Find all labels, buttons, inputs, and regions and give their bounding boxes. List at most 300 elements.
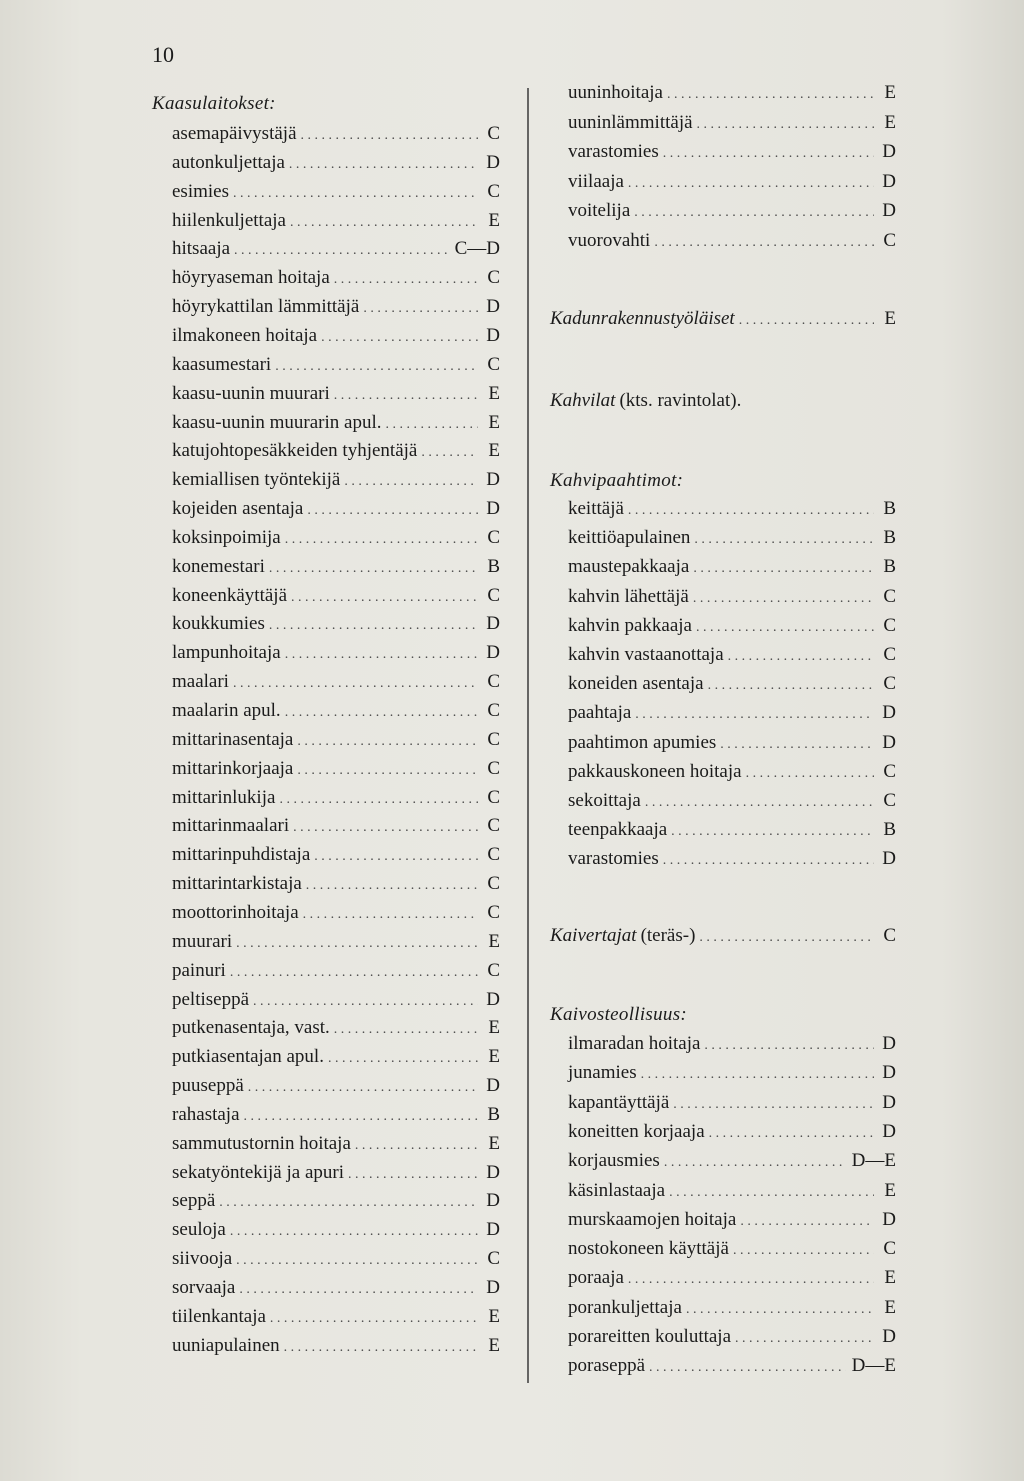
leader-dots xyxy=(740,1214,874,1230)
list-item xyxy=(172,585,500,613)
entry-grade: E xyxy=(488,1305,500,1327)
list-item xyxy=(172,412,500,440)
entry-grade: D—E xyxy=(851,1150,896,1172)
section-heading-kaivosteollisuus: Kaivosteollisuus: xyxy=(550,1004,688,1025)
entry-name: uuninlämmittäjä xyxy=(568,111,693,133)
leader-dots xyxy=(275,359,478,375)
leader-dots xyxy=(234,243,449,259)
leader-dots xyxy=(306,878,478,894)
list-item xyxy=(172,1248,500,1276)
section-heading-kaasulaitokset: Kaasulaitokset: xyxy=(152,93,276,114)
entry-name: sekoittaja xyxy=(568,790,641,811)
leader-dots xyxy=(279,792,478,808)
entry-name: mittarinlukija xyxy=(172,786,276,808)
entry-grade: C xyxy=(487,1248,500,1270)
leader-dots xyxy=(328,1051,478,1067)
entry-name: paahtimon apumies xyxy=(568,731,717,753)
entry-name: kaasu-uunin muurarin apul. xyxy=(172,411,382,433)
entry-name: varastomies xyxy=(568,848,659,870)
section-heading-kahvipaahtimot: Kahvipaahtimot: xyxy=(550,470,684,491)
leader-dots xyxy=(720,737,874,753)
entry-grade: E xyxy=(488,1046,500,1068)
leader-dots xyxy=(697,117,874,133)
list-item xyxy=(172,1306,500,1334)
entry-name: käsinlastaaja xyxy=(568,1179,666,1201)
entry-name: kahvin vastaanottaja xyxy=(568,644,724,665)
entry-name: vuorovahti xyxy=(568,229,651,251)
leader-dots xyxy=(628,503,874,519)
entry-name: katujohtopesäkkeiden tyhjentäjä xyxy=(172,440,418,462)
leader-dots xyxy=(694,532,874,548)
entry-grade: C xyxy=(487,815,500,837)
list-item xyxy=(172,152,500,180)
entry-grade: C xyxy=(883,1238,896,1260)
leader-dots xyxy=(230,1224,478,1240)
leader-dots xyxy=(285,647,478,663)
entry-grade: E xyxy=(488,930,500,952)
entry-grade: D xyxy=(882,170,896,192)
list-item xyxy=(568,848,896,876)
leader-dots xyxy=(355,1138,478,1154)
entry-kadunrakennustyolaiset xyxy=(550,308,896,336)
entry-name: murskaamojen hoitaja xyxy=(568,1208,737,1230)
entry-name: sammutustornin hoitaja xyxy=(172,1132,351,1154)
leader-dots xyxy=(699,930,874,946)
entry-grade: E xyxy=(488,1017,500,1039)
entry-grade: C xyxy=(883,614,896,636)
entry-name: seppä xyxy=(172,1190,216,1212)
list-item xyxy=(172,123,500,151)
entry-name: maustepakkaaja xyxy=(568,556,690,578)
leader-dots xyxy=(321,330,478,346)
list-item xyxy=(568,527,896,555)
list-item xyxy=(172,758,500,786)
leader-dots xyxy=(301,128,478,144)
leader-dots xyxy=(297,734,478,750)
list-item xyxy=(568,171,896,199)
list-item xyxy=(568,1150,896,1178)
leader-dots xyxy=(348,1167,478,1183)
list-item xyxy=(568,498,896,526)
entry-grade: D xyxy=(486,469,500,491)
leader-dots xyxy=(270,1311,478,1327)
list-item xyxy=(172,238,500,266)
entry-grade: D xyxy=(882,1326,896,1347)
entry-name: muurari xyxy=(172,930,233,952)
entry-grade: D xyxy=(486,1277,500,1298)
entry-name: ilmaradan hoitaja xyxy=(568,1033,701,1054)
list-item xyxy=(172,960,500,988)
list-item xyxy=(172,325,500,353)
leader-dots xyxy=(735,1331,874,1347)
entry-name: Kaivertajat xyxy=(550,925,637,946)
list-item xyxy=(568,1355,896,1383)
entry-grade: E xyxy=(884,82,896,103)
list-item xyxy=(568,732,896,760)
list-item xyxy=(172,498,500,526)
list-item xyxy=(172,527,500,555)
entry-grade: C xyxy=(487,584,500,606)
column-divider xyxy=(527,88,529,1383)
entry-grade: D xyxy=(486,296,500,318)
leader-dots xyxy=(219,1195,478,1211)
entry-grade: C xyxy=(487,844,500,866)
leader-dots xyxy=(289,157,478,173)
list-item xyxy=(172,844,500,872)
leader-dots xyxy=(664,1155,846,1171)
entry-grade: D xyxy=(882,1208,896,1230)
leader-dots xyxy=(290,215,478,231)
entry-name: höyrykattilan lämmittäjä xyxy=(172,296,360,318)
entry-name: paahtaja xyxy=(568,702,632,724)
list-item xyxy=(172,354,500,382)
entry-grade: D xyxy=(486,1075,500,1097)
leader-dots xyxy=(291,590,478,606)
entry-grade: C xyxy=(487,671,500,693)
leader-dots xyxy=(334,272,478,288)
entry-grade: C xyxy=(883,644,896,665)
entry-name: varastomies xyxy=(568,141,659,162)
leader-dots xyxy=(269,561,478,577)
entry-grade: C xyxy=(487,873,500,895)
list-item xyxy=(172,671,500,699)
entry-name: poraseppä xyxy=(568,1355,646,1377)
entry-grade: C xyxy=(487,267,500,289)
leader-dots xyxy=(708,678,874,694)
leader-dots xyxy=(334,1022,478,1038)
entry-note: (kts. ravintolat). xyxy=(619,390,742,411)
entry-name: koukkumies xyxy=(172,613,265,635)
entry-grade: B xyxy=(883,527,896,549)
entry-grade: D xyxy=(486,151,500,173)
list-item xyxy=(568,1326,896,1354)
entry-name: koneiden asentaja xyxy=(568,673,704,695)
entry-grade: D xyxy=(882,1120,896,1142)
entry-name: Kahvilat xyxy=(550,390,616,411)
leader-dots xyxy=(641,1067,874,1083)
leader-dots xyxy=(239,1282,478,1298)
entry-name: pakkauskoneen hoitaja xyxy=(568,760,742,782)
entry-name: sorvaaja xyxy=(172,1277,236,1298)
list-item xyxy=(568,790,896,818)
leader-dots xyxy=(269,618,478,634)
list-item xyxy=(568,556,896,584)
leader-dots xyxy=(663,146,874,162)
leader-dots xyxy=(344,474,478,490)
list-item xyxy=(172,1104,500,1132)
list-item xyxy=(172,1017,500,1045)
entry-grade: E xyxy=(488,1334,500,1356)
list-item xyxy=(172,1133,500,1161)
entry-grade: E xyxy=(884,111,896,133)
list-item xyxy=(172,296,500,324)
entry-grade: C xyxy=(883,585,896,607)
list-item xyxy=(172,210,500,238)
entry-name: rahastaja xyxy=(172,1103,240,1125)
leader-dots xyxy=(421,445,478,461)
list-item xyxy=(172,1277,500,1305)
leader-dots xyxy=(244,1109,478,1125)
list-item xyxy=(568,1297,896,1325)
list-item xyxy=(568,615,896,643)
list-item xyxy=(568,586,896,614)
list-item xyxy=(568,673,896,701)
leader-dots xyxy=(236,1253,478,1269)
leader-dots xyxy=(233,186,478,202)
leader-dots xyxy=(230,965,478,981)
entry-name: voitelija xyxy=(568,200,631,221)
entry-name: moottorinhoitaja xyxy=(172,901,299,923)
list-item xyxy=(172,1219,500,1247)
entry-grade: B xyxy=(487,555,500,577)
entry-grade: B xyxy=(883,556,896,578)
leader-dots xyxy=(649,1360,846,1376)
list-item xyxy=(172,267,500,295)
entry-grade: E xyxy=(884,1296,896,1318)
entry-name: höyryaseman hoitaja xyxy=(172,267,330,289)
leader-dots xyxy=(285,705,478,721)
list-item xyxy=(172,873,500,901)
entry-name: kahvin pakkaaja xyxy=(568,614,692,636)
entry-grade: D xyxy=(882,731,896,753)
list-item xyxy=(172,787,500,815)
entry-name: poraaja xyxy=(568,1267,624,1289)
leader-dots xyxy=(728,649,874,665)
list-item xyxy=(568,230,896,258)
entry-grade: E xyxy=(488,440,500,462)
leader-dots xyxy=(663,853,874,869)
leader-dots xyxy=(248,1080,478,1096)
entry-grade: C xyxy=(487,901,500,923)
entry-name: Kadunrakennustyöläiset xyxy=(550,308,735,329)
leader-dots xyxy=(334,388,478,404)
leader-dots xyxy=(704,1038,874,1054)
list-item xyxy=(568,200,896,228)
entry-grade: C xyxy=(487,180,500,202)
entry-grade: E xyxy=(884,308,896,329)
entry-grade: B xyxy=(487,1103,500,1125)
entry-name: viilaaja xyxy=(568,170,624,192)
leader-dots xyxy=(709,1126,874,1142)
leader-dots xyxy=(297,763,478,779)
list-item xyxy=(568,1180,896,1208)
entry-kahvilat xyxy=(550,390,896,418)
entry-grade: C xyxy=(487,123,500,144)
entry-name: sekatyöntekijä ja apuri xyxy=(172,1161,344,1183)
entry-name: ilmakoneen hoitaja xyxy=(172,324,318,346)
entry-name: junamies xyxy=(568,1062,637,1084)
list-item xyxy=(172,902,500,930)
entry-grade: D—E xyxy=(851,1355,896,1377)
leader-dots xyxy=(303,907,478,923)
list-item xyxy=(568,82,896,110)
entry-grade: C xyxy=(487,728,500,750)
list-item xyxy=(172,729,500,757)
leader-dots xyxy=(693,561,874,577)
entry-grade: C xyxy=(883,673,896,695)
entry-name: putkiasentajan apul. xyxy=(172,1046,324,1068)
entry-name: uuniapulainen xyxy=(172,1334,280,1356)
entry-name: maalarin apul. xyxy=(172,700,281,721)
list-item xyxy=(172,1335,500,1363)
entry-name: mittarinasentaja xyxy=(172,728,294,750)
entry-grade: D xyxy=(486,324,500,346)
list-item xyxy=(568,1092,896,1120)
list-item xyxy=(172,1075,500,1103)
list-item xyxy=(568,644,896,672)
entry-grade: E xyxy=(884,1267,896,1289)
entry-name: seuloja xyxy=(172,1219,226,1241)
list-item xyxy=(172,556,500,584)
list-item xyxy=(172,1190,500,1218)
entry-grade: D xyxy=(882,1033,896,1054)
entry-name: keittäjä xyxy=(568,498,624,519)
leader-dots xyxy=(673,1097,874,1113)
entry-name: mittarinkorjaaja xyxy=(172,757,294,779)
entry-name: lampunhoitaja xyxy=(172,642,281,664)
entry-name: kaasu-uunin muurari xyxy=(172,382,330,404)
list-item xyxy=(568,1267,896,1295)
entry-grade: C xyxy=(883,229,896,251)
entry-grade: C xyxy=(487,700,500,721)
entry-name: hitsaaja xyxy=(172,238,231,260)
entry-name: teenpakkaaja xyxy=(568,819,668,841)
entry-grade: C xyxy=(883,925,896,946)
entry-grade: E xyxy=(488,1132,500,1154)
entry-note: (teräs-) xyxy=(640,925,696,946)
entry-grade: D xyxy=(486,642,500,664)
entry-name: painuri xyxy=(172,959,226,981)
leader-dots xyxy=(628,176,874,192)
entry-grade: C xyxy=(487,959,500,981)
list-item xyxy=(172,700,500,728)
entry-name: kapantäyttäjä xyxy=(568,1091,670,1113)
leader-dots xyxy=(654,235,874,251)
entry-name: asemapäivystäjä xyxy=(172,123,297,144)
list-item xyxy=(568,141,896,169)
list-item xyxy=(172,613,500,641)
entry-name: porankuljettaja xyxy=(568,1296,682,1318)
entry-name: kaasumestari xyxy=(172,353,272,375)
entry-name: mittarintarkistaja xyxy=(172,873,302,895)
entry-grade: C xyxy=(487,757,500,779)
entry-name: autonkuljettaja xyxy=(172,151,285,173)
entry-grade: D xyxy=(882,200,896,221)
entry-grade: D xyxy=(486,1190,500,1212)
leader-dots xyxy=(696,620,874,636)
entry-name: peltiseppä xyxy=(172,988,250,1010)
leader-dots xyxy=(693,591,874,607)
entry-grade: E xyxy=(488,382,500,404)
list-item xyxy=(568,1062,896,1090)
leader-dots xyxy=(733,1243,874,1259)
entry-name: kemiallisen työntekijä xyxy=(172,469,341,491)
leader-dots xyxy=(314,849,478,865)
entry-name: porareitten kouluttaja xyxy=(568,1326,732,1347)
entry-grade: C xyxy=(487,526,500,548)
entry-grade: D xyxy=(486,988,500,1010)
entry-grade: D xyxy=(486,1219,500,1241)
leader-dots xyxy=(634,205,874,221)
entry-grade: D xyxy=(486,1161,500,1183)
list-item xyxy=(568,112,896,140)
entry-name: kahvin lähettäjä xyxy=(568,585,689,607)
entry-name: nostokoneen käyttäjä xyxy=(568,1238,729,1260)
entry-grade: E xyxy=(488,209,500,231)
leader-dots xyxy=(385,417,478,433)
entry-grade: B xyxy=(883,498,896,519)
entry-kaivertajat xyxy=(550,925,896,953)
list-item xyxy=(172,642,500,670)
list-item xyxy=(172,931,500,959)
list-item xyxy=(172,440,500,468)
entry-name: keittiöapulainen xyxy=(568,527,691,549)
leader-dots xyxy=(236,936,478,952)
leader-dots xyxy=(307,503,478,519)
entry-grade: E xyxy=(884,1179,896,1201)
entry-name: konemestari xyxy=(172,555,265,577)
entry-name: uuninhoitaja xyxy=(568,82,663,103)
list-item xyxy=(172,815,500,843)
list-item xyxy=(568,1209,896,1237)
list-item xyxy=(172,383,500,411)
list-item xyxy=(172,989,500,1017)
entry-grade: D xyxy=(882,141,896,162)
list-item xyxy=(172,1046,500,1074)
leader-dots xyxy=(363,301,478,317)
entry-grade: B xyxy=(883,819,896,841)
entry-grade: C—D xyxy=(454,238,500,260)
list-item xyxy=(172,469,500,497)
entry-grade: D xyxy=(882,848,896,870)
leader-dots xyxy=(285,532,478,548)
list-item xyxy=(568,702,896,730)
leader-dots xyxy=(293,820,478,836)
entry-grade: D xyxy=(882,702,896,724)
leader-dots xyxy=(746,766,874,782)
entry-grade: D xyxy=(486,498,500,520)
page-number: 10 xyxy=(152,42,174,67)
entry-name: koneenkäyttäjä xyxy=(172,584,288,606)
leader-dots xyxy=(233,676,478,692)
leader-dots xyxy=(253,994,478,1010)
entry-name: kojeiden asentaja xyxy=(172,498,304,520)
list-item xyxy=(568,1121,896,1149)
entry-grade: C xyxy=(487,786,500,808)
entry-name: mittarinpuhdistaja xyxy=(172,844,311,866)
entry-name: tiilenkantaja xyxy=(172,1305,266,1327)
entry-grade: D xyxy=(882,1091,896,1113)
entry-grade: C xyxy=(883,760,896,782)
leader-dots xyxy=(628,1272,874,1288)
entry-name: koksinpoimija xyxy=(172,526,281,548)
list-item xyxy=(568,819,896,847)
list-item xyxy=(172,1162,500,1190)
leader-dots xyxy=(669,1185,874,1201)
entry-name: esimies xyxy=(172,180,229,202)
entry-grade: C xyxy=(487,353,500,375)
list-item xyxy=(172,181,500,209)
entry-name: mittarinmaalari xyxy=(172,815,290,837)
list-item xyxy=(568,1238,896,1266)
entry-grade: D xyxy=(486,613,500,635)
entry-grade: C xyxy=(883,790,896,811)
entry-name: korjausmies xyxy=(568,1150,660,1172)
entry-name: maalari xyxy=(172,671,229,693)
leader-dots xyxy=(686,1302,874,1318)
entry-grade: E xyxy=(488,411,500,433)
entry-name: puuseppä xyxy=(172,1075,244,1097)
